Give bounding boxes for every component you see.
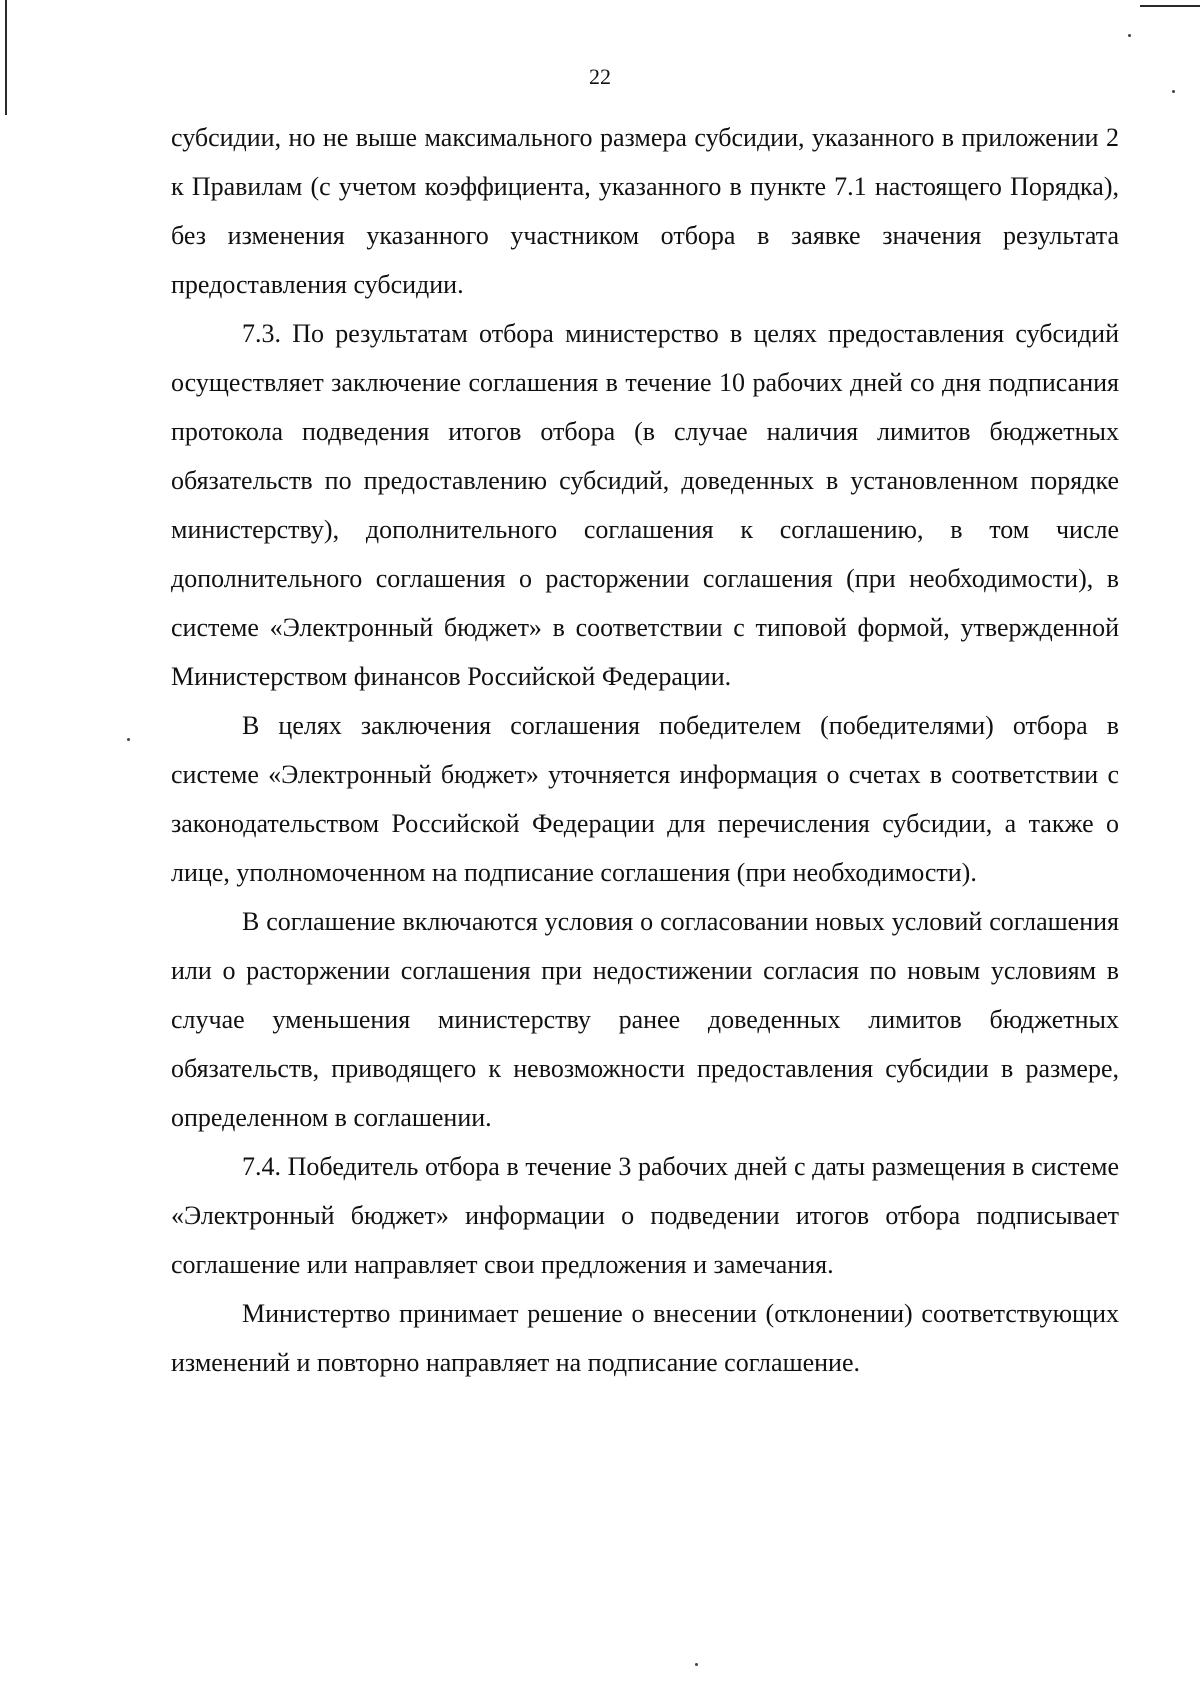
paragraph-continuation: субсидии, но не выше максимального размера субсидии, указанного в приложении 2 к Правилам (с учетом коэффициента, указанного в пункте 7.1 настоящего Порядка), без изменения указанного участником отбора в заявке значения результата предоставления субсидии. bbox=[171, 123, 1119, 299]
paragraph-7-4: 7.4. Победитель отбора в течение 3 рабочих дней с даты размещения в системе «Электронный бюджет» информации о подведении итогов отбора подписывает соглашение или направляет свои предложения и замечания. bbox=[171, 1152, 1119, 1279]
scan-edge-mark-left bbox=[5, 0, 7, 115]
scan-edge-mark-top bbox=[1140, 5, 1200, 7]
paragraph-ministry-decision: Министертво принимает решение о внесении (отклонении) соответствующих изменений и повторно направляет на подписание соглашение. bbox=[171, 1299, 1119, 1377]
paragraph-agreement-conditions: В соглашение включаются условия о согласовании новых условий соглашения или о расторжении соглашения при недостижении согласия по новым условиям в случае уменьшения министерству ранее доведенных лимитов бюджетных обязательств, приводящего к невозможности предоставления субсидии в размере, определенном в соглашении. bbox=[171, 907, 1119, 1132]
paragraph-account-info: В целях заключения соглашения победителем (победителями) отбора в системе «Электронный бюджет» уточняется информация о счетах в соответствии с законодательством Российской Федерации для перечисления субсидии, а также о лице, уполномоченном на подписание соглашения (при необходимости). bbox=[171, 711, 1119, 887]
page-number: 22 bbox=[589, 64, 611, 89]
scan-speck bbox=[1128, 34, 1131, 37]
scan-speck bbox=[695, 1663, 698, 1666]
scan-speck bbox=[127, 738, 130, 741]
paragraph-7-3: 7.3. По результатам отбора министерство в целях предоставления субсидий осуществляет заключение соглашения в течение 10 рабочих дней со дня подписания протокола подведения итогов отбора (в случае наличия лимитов бюджетных обязательств по предоставлению субсидий, доведенных в установленном порядке министерству), дополнительного соглашения к соглашению, в том числе дополнительного соглашения о расторжении соглашения (при необходимости), в системе «Электронный бюджет» в соответствии с типовой формой, утвержденной Министерством финансов Российской Федерации. bbox=[171, 319, 1119, 691]
document-body bbox=[171, 113, 1119, 1387]
